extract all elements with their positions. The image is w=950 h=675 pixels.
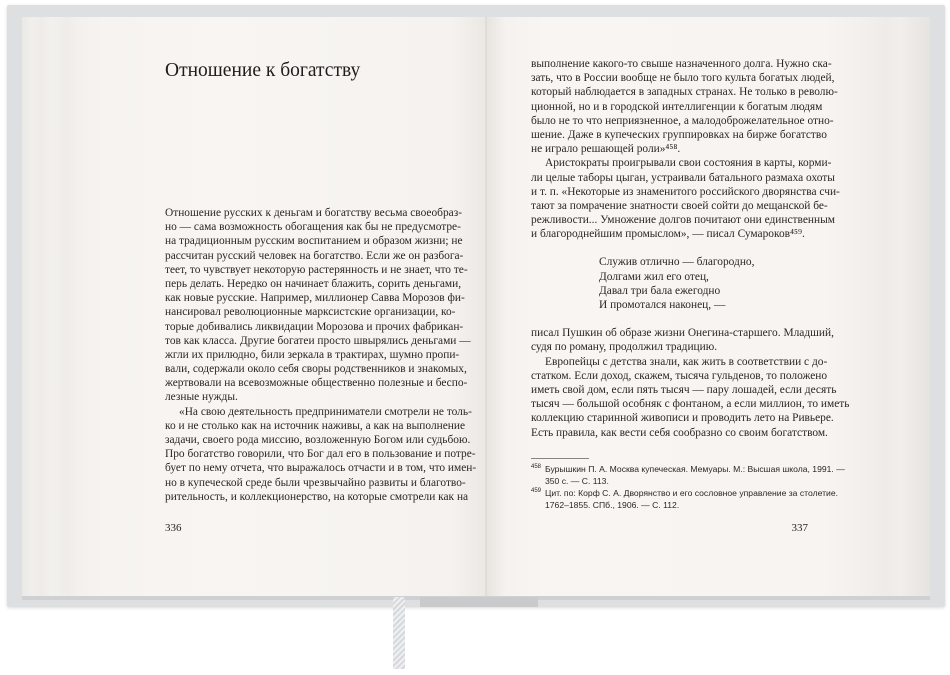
text-line: Аристократы проигрывали свои состояния в карты, корми- bbox=[545, 157, 832, 170]
text-line: тысяч — большой особняк с фонтаном, а если миллион, то иметь bbox=[531, 398, 850, 411]
page-number-left: 336 bbox=[165, 522, 182, 534]
text-line: но — сама возможность обогащения как бы не предусмотре- bbox=[165, 221, 461, 234]
text-line: Европейцы с детства знали, как жить в соответствии с до- bbox=[545, 355, 828, 368]
text-line: писал Пушкин об образе жизни Онегина-старшего. Младший, bbox=[531, 327, 834, 340]
text-line: 350 с. — С. 113. bbox=[545, 476, 609, 486]
paragraph bbox=[531, 156, 840, 241]
headband bbox=[420, 597, 538, 607]
footnotes bbox=[531, 463, 845, 511]
text-line: как новые русские. Например, миллионер Савва Морозов фи- bbox=[165, 292, 465, 305]
text-line: на традиционным русским воспитанием и образом жизни; не bbox=[165, 235, 463, 248]
text-line: и т. п. «Некоторые из знаменитого российского дворянства счи- bbox=[531, 185, 840, 198]
text-line: коллекцию старинной живописи и проводить лето на Ривьере. bbox=[531, 412, 834, 425]
poem-quote bbox=[599, 255, 812, 312]
paragraph bbox=[165, 206, 471, 405]
text-line: бует по нему отчета, что выражалось отчасти и в том, что имен- bbox=[165, 462, 477, 475]
text-line: Отношение русских к деньгам и богатству весьма своеобраз- bbox=[165, 207, 463, 219]
text-line: иметь свой дом, если пять тысяч — пару лошадей, если десять bbox=[531, 383, 837, 396]
page-number-right: 337 bbox=[791, 522, 808, 534]
text-line: ли целые таборы цыган, устраивали батального размаха охоты bbox=[531, 171, 835, 184]
paragraph bbox=[531, 355, 850, 440]
text-line: ко и не столько как на источник наживы, а как на выполнение bbox=[165, 419, 466, 432]
text-line: И промотался наконец, — bbox=[599, 299, 726, 311]
text-line: шение. Даже в купеческих группировках на бирже богатство bbox=[531, 128, 827, 141]
footnote bbox=[531, 463, 845, 487]
right-bottom-paragraphs bbox=[531, 326, 850, 440]
text-line: рассчитан русский человек на богатство. Если же он разбога- bbox=[165, 249, 464, 262]
text-line: Долгами жил его отец, bbox=[599, 270, 709, 283]
footnote bbox=[531, 487, 838, 511]
left-body-text bbox=[165, 206, 477, 504]
text-line: перь делать. Нередко он начинает блажить, сорить деньгами, bbox=[165, 277, 462, 290]
text-line: 1762–1855. СПб., 1906. — С. 112. bbox=[545, 500, 680, 510]
paragraph bbox=[165, 405, 477, 504]
text-line: режливости... Умножение долгов почитают они единственным bbox=[531, 214, 835, 227]
bookmark-ribbon bbox=[393, 597, 405, 669]
paragraph bbox=[531, 57, 838, 156]
text-line: Цит. по: Корф С. А. Дворянство и его сословное управление за столетие. bbox=[545, 488, 838, 498]
text-line: тают за помрачение знатности своей сойти до мещанской бе- bbox=[531, 199, 828, 212]
footnote-divider bbox=[531, 458, 589, 459]
text-line: который наблюдается в западных странах. Не только в револю- bbox=[531, 86, 838, 99]
text-line: зать, что в России вообще не было того культа богатых людей, bbox=[531, 72, 835, 85]
text-line: Есть правила, как вести себя сообразно со своим богатством. bbox=[531, 426, 828, 439]
paragraph bbox=[531, 326, 834, 354]
text-line: лезные нужды. bbox=[165, 391, 238, 404]
text-line: судя по роману, продолжил традицию. bbox=[531, 341, 718, 354]
text-line: Про богатство говорили, что Бог дал его в пользование и потре- bbox=[165, 448, 476, 461]
text-line: торые добивались ликвидации Морозова и прочих фабрикан- bbox=[165, 320, 464, 333]
footnote-number: 459 bbox=[531, 488, 542, 494]
text-line: тов как класса. Другие богатеи просто швырялись деньгами — bbox=[165, 334, 471, 347]
text-line: было не то что неприязненное, а малодоброжелательное отно- bbox=[531, 114, 834, 127]
text-line: Служив отлично — благородно, bbox=[599, 256, 755, 269]
text-line: жертвовали на всевозможные общественно полезные и беспо- bbox=[165, 377, 468, 390]
text-line: нансировал революционные марксистские организации, ко- bbox=[165, 306, 456, 319]
text-line: статком. Если доход, скажем, тысяча гульденов, то положено bbox=[531, 369, 828, 382]
text-line: выполнение какого-то свыше назначенного долга. Нужно ска- bbox=[531, 58, 832, 70]
text-line: «На свою деятельность предприниматели смотрели не толь- bbox=[179, 405, 472, 418]
book-spine bbox=[485, 17, 487, 598]
text-line: и благороднейшим промыслом», — писал Сумароков⁴⁵⁹. bbox=[531, 228, 805, 241]
right-body-text bbox=[531, 57, 850, 440]
text-line: теет, то чувствует некоторую растерянность и не знает, что те- bbox=[165, 263, 468, 276]
chapter-title: Отношение к богатству bbox=[165, 60, 361, 81]
text-line: жгли их прилюдно, били зеркала в трактирах, шумно пропи- bbox=[165, 348, 460, 361]
text-line: задачи, своего рода миссию, возложенную Богом или судьбою. bbox=[165, 434, 471, 446]
footnote-number: 458 bbox=[531, 464, 542, 470]
text-line: рительность, и коллекционерство, на которые смотрели как на bbox=[165, 490, 469, 503]
text-line: Давал три бала ежегодно bbox=[599, 284, 721, 297]
text-line: вали, содержали около себя своры родственников и знакомых, bbox=[165, 363, 467, 376]
text-line: но в купеческой среде были чрезвычайно развиты и благотво- bbox=[165, 476, 466, 489]
text-line: не играло решающей роли»⁴⁵⁸. bbox=[531, 143, 681, 156]
text-line: Бурышкин П. А. Москва купеческая. Мемуары. М.: Высшая школа, 1991. — bbox=[545, 464, 845, 474]
right-top-paragraphs bbox=[531, 57, 840, 241]
text-line: ционной, но и в городской интеллигенции к богатым людям bbox=[531, 100, 823, 113]
